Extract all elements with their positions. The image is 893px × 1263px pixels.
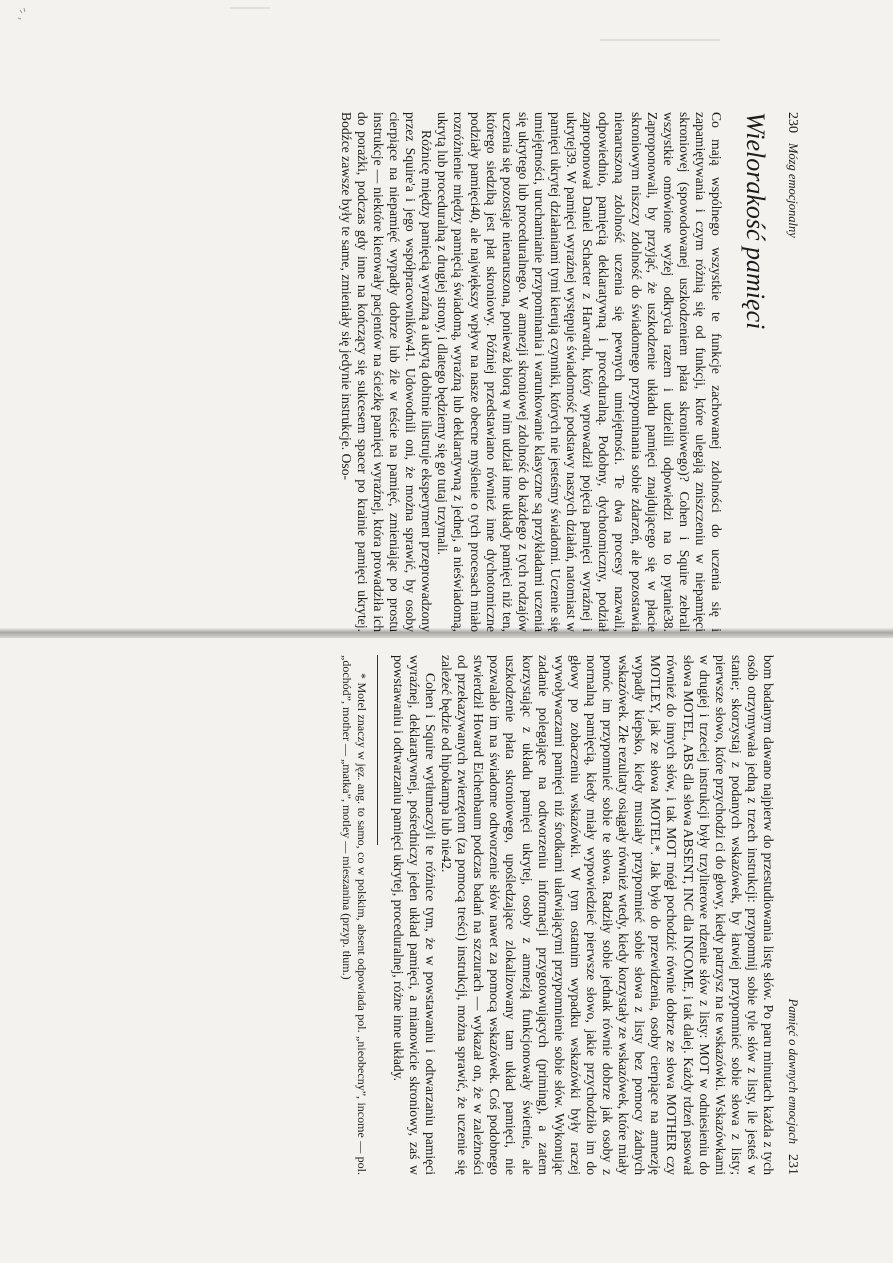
left-running-head (784, 112, 800, 632)
running-head-title: Mózg emocjonalny (786, 143, 800, 238)
page-number: 230 (785, 112, 800, 133)
section-title: Wielorakość pamięci (741, 112, 770, 330)
footnote: * Motel znaczy w jęz. ang. to samo, co w polskim, absent odpowiada pol. „nieobecny”, income — pol. „dochód”, mother — „matka”, motley — mieszanina (przyp. tłum.) (340, 655, 369, 1175)
right-page (10, 655, 800, 1175)
right-running-head (784, 655, 800, 1175)
left-page (10, 112, 800, 632)
page-number: 231 (785, 1154, 800, 1175)
paragraph: bom badanym dawano najpierw do przestudiowania listę słów. Po paru minutach każda z tych osób otrzymywała jedną z trzech instrukcji: przypomnij sobie tyle słów z listy, ile jesteś w stanie; skorzystaj z podanych wskazówek, by łatwiej przypomnieć sobie słowa z listy; pierwsze słowo, które przychodzi ci do głowy, kiedy patrzysz na te wskazówki. Wskazówkami w drugiej i trzeciej instrukcji były trzyliterowe rdzenie słów z listy: MOT w odniesieniu do słowa MOTEL, ABS dla słowa ABSENT, INC dla INCOME, i tak dalej. Każdy rdzeń pasował również do innych słów, i tak MOT mógł pochodzić równie dobrze ze słowa MOTHER czy MOTLEY, jak ze słowa MOTEL*. Jak było do przewidzenia, osoby cierpiące na amnezję wypadły kiepsko, kiedy musiały przypomnieć sobie słowa z listy bez pomocy żadnych wskazówek. Złe rezultaty osiągały również wtedy, kiedy korzystały ze wskazówek, które miały pomóc im przypomnieć sobie te słowa. Radziły sobie jednak równie dobrze jak osoby z normalną pamięcią, kiedy miały wypowiedzieć pierwsze słowo, jakie przychodziło im do głowy po zobaczeniu wskazówki. W tym ostatnim wypadku wskazówki były raczej wywoływaczami pamięci niż środkami ułatwiającymi przypomnienie sobie słów. Wykonując zadanie polegające na odtworzeniu informacji przygotowujących (priming), a zatem korzystając z układu pamięci ukrytej, osoby z amnezją funkcjonowały świetnie, ale uszkodzenie płata skroniowego, upośledzające zlokalizowany tam układ pamięci, nie pozwalało im na świadome odtworzenie słów nawet za pomocą wskazówek. Coś podobnego stwierdził Howard Eichenbaum podczas badań na szczurach — wykazał on, że w zależności od przekazywanych zwierzętom (za pomocą treści) instrukcji, można sprawić, że uczenie się zależeć będzie od hipokampa lub nie42. (439, 655, 776, 1175)
paragraph: Różnicę między pamięcią wyraźną a ukrytą dobitnie ilustruje eksperyment przeprowadzony przez Squire'a i jego współpracowników41. Udowodnili oni, że można sprawić, by osoby cierpiące na niepamięć wypadły dobrze lub źle w teście na pamięć, zmieniając po prostu instrukcje — niektóre kierowały pacjentów na ścieżkę pamięci wyraźnej, która prowadziła ich do porażki, podczas gdy inne na kończący się sukcesem spacer po krainie pamięci ukrytej. Bodźce zawsze były te same, zmieniały się jedynie instrukcje. Oso- (338, 112, 435, 632)
paragraph: Co mają wspólnego wszystkie te funkcje zachowanej zdolności do uczenia się i zapamiętywania i czym różnią się od funkcji, które ulegają zniszczeniu w niepamięci skroniowej (spowodowanej uszkodzeniem płata skroniowego)? Cohen i Squire zebrali wszystkie omówione wyżej odkrycia razem i udzielili odpowiedzi na to pytanie38. Zaproponowali, by przyjąć, że uszkodzenie układu pamięci znajdującego się w płacie skroniowym niszczy zdolność do świadomego przypominania sobie zdarzeń, ale pozostawia nienaruszoną zdolność uczenia się pewnych umiejętności. Te dwa procesy nazwali, odpowiednio, pamięcią deklaratywną i proceduralną. Podobny, dychotomiczny, podział zaproponował Daniel Schacter z Harvardu, który wprowadził pojęcia pamięci wyraźnej i ukrytej39. W pamięci wyraźnej występuje świadomość podstawy naszych działań, natomiast w pamięci ukrytej działaniami tymi kierują czynniki, których nie jesteśmy świadomi. Uczenie się umiejętności, uruchamianie przypominania i warunkowanie klasyczne są przykładami uczenia się ukrytego lub proceduralnego. W amnezji skroniowej zdolność do każdego z tych rodzajów uczenia się pozostaje nienaruszona, ponieważ biorą w nim udział inne układy pamięci niż ten, którego siedzibą jest płat skroniowy. Później przedstawiano również inne dychotomiczne podziały pamięci40, ale największy wpływ na nasze obecne myślenie o tych procesach miało rozróżnienie między pamięcią świadomą, wyraźną lub deklaratywną z jednej, a nieświadomą, ukrytą lub proceduralną z drugiej strony, i dlatego będziemy się go tutaj trzymali. (435, 112, 724, 632)
footnote-rule (377, 655, 378, 845)
running-head-title: Pamięć o dawnych emocjach (786, 998, 800, 1144)
paragraph: Cohen i Squire wytłumaczyli te różnice tym, że w powstawaniu i odtwarzaniu pamięci wyraźnej, deklaratywnej, pośredniczy jeden układ pamięci, a mianowicie skroniowy, zaś w powstawaniu i odtwarzaniu pamięci ukrytej, proceduralnej, różne inne układy. (390, 655, 439, 1175)
